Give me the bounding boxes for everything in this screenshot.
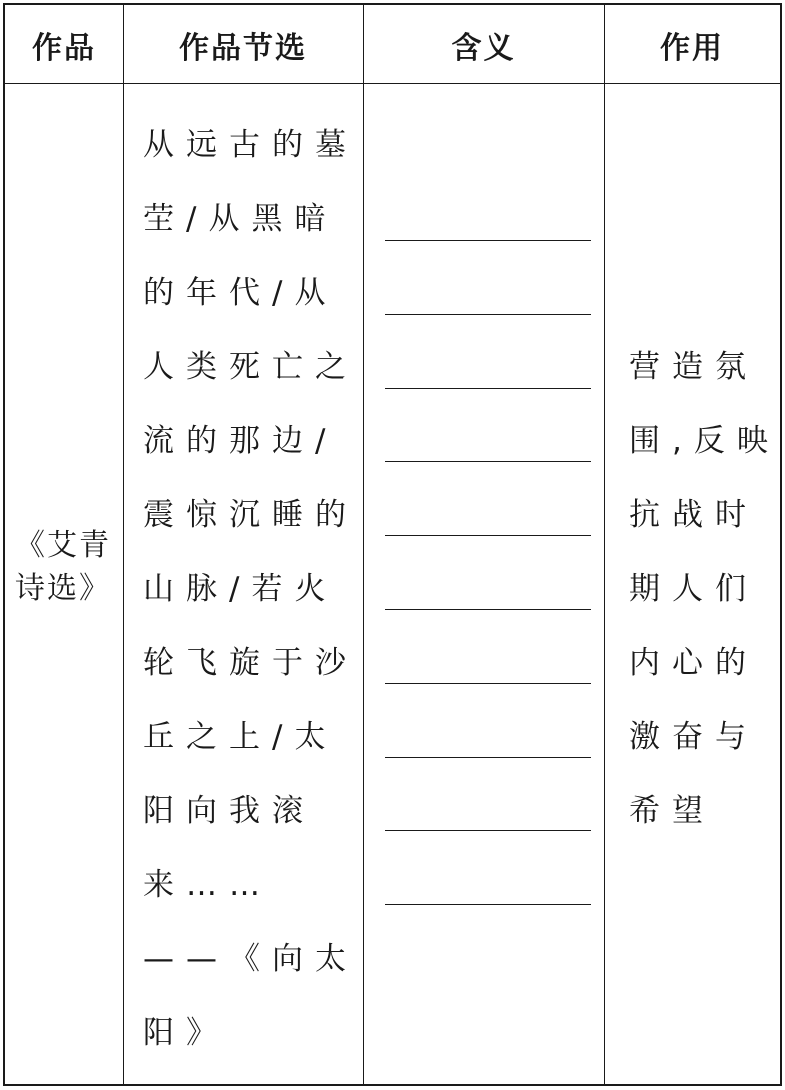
work-title-line: 诗选》 <box>15 570 111 606</box>
answer-blank-line[interactable] <box>385 830 591 904</box>
excerpt-line: 轮飞旋于沙 <box>143 645 358 681</box>
header-excerpt: 作品节选 <box>179 31 307 66</box>
excerpt-line: 丘之上/太 <box>143 719 338 755</box>
function-line: 激奋与 <box>629 719 758 755</box>
answer-blank-line[interactable] <box>385 388 591 462</box>
excerpt-line: 茔/从黑暗 <box>143 201 338 237</box>
function-line: 抗战时 <box>629 497 758 533</box>
excerpt-line: 从远古的墓 <box>143 127 358 163</box>
excerpt-line: 的年代/从 <box>143 275 338 311</box>
function-line: 围,反映 <box>629 423 780 459</box>
excerpt-line: 人类死亡之 <box>143 349 358 385</box>
excerpt-line: 震惊沉睡的 <box>143 497 358 533</box>
function-line: 营造氛 <box>629 349 758 385</box>
worksheet-table <box>3 3 782 1086</box>
answer-blank-line[interactable] <box>385 461 591 535</box>
excerpt-line: 阳》 <box>143 1015 229 1051</box>
header-meaning: 含义 <box>451 31 516 66</box>
excerpt-line: 流的那边/ <box>143 423 338 459</box>
work-title-line: 《艾青 <box>15 528 111 563</box>
column-divider <box>604 5 605 1084</box>
header-work: 作品 <box>32 31 96 66</box>
column-divider <box>363 5 364 1084</box>
answer-blank-line[interactable] <box>385 683 591 757</box>
answer-blank-line[interactable] <box>385 314 591 388</box>
meaning-answer-blanks[interactable] <box>385 240 591 978</box>
work-title-cell <box>15 525 125 610</box>
excerpt-line: 来…… <box>143 867 272 903</box>
function-line: 希望 <box>629 793 715 829</box>
header-function: 作用 <box>660 31 724 66</box>
answer-blank-line[interactable] <box>385 904 591 978</box>
excerpt-line: ——《向太 <box>143 941 358 977</box>
answer-blank-line[interactable] <box>385 240 591 314</box>
excerpt-line: 阳向我滚 <box>143 793 315 829</box>
excerpt-cell <box>143 119 358 1081</box>
answer-blank-line[interactable] <box>385 535 591 609</box>
excerpt-line: 山脉/若火 <box>143 571 338 607</box>
function-cell <box>629 341 779 859</box>
function-line: 期人们 <box>629 571 758 607</box>
answer-blank-line[interactable] <box>385 609 591 683</box>
function-line: 内心的 <box>629 645 758 681</box>
answer-blank-line[interactable] <box>385 757 591 831</box>
